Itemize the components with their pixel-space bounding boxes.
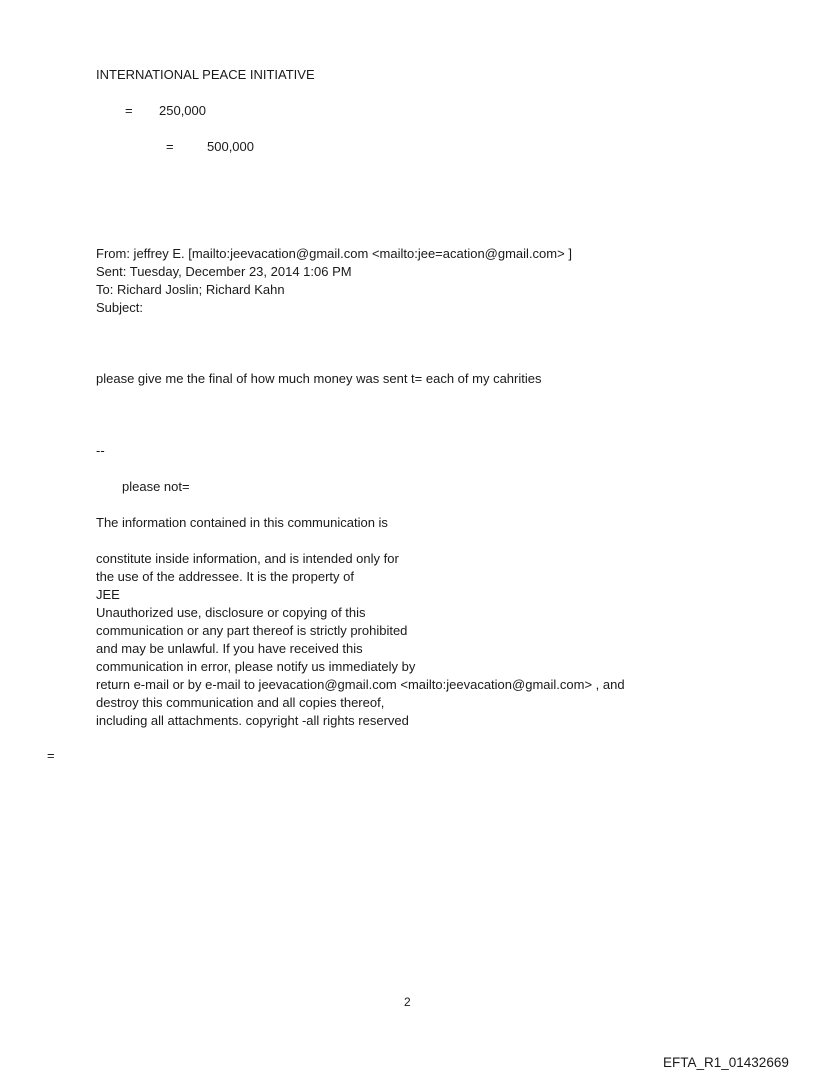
email-subject: Subject: [96,300,143,315]
disclaimer-line: including all attachments. copyright -all rights reserved [96,713,409,728]
email-body: please give me the final of how much money was sent t= each of my cahrities [96,371,542,386]
document-heading: INTERNATIONAL PEACE INITIATIVE [96,67,315,82]
amount-value: 250,000 [159,103,206,118]
notice-title: please not= [122,479,190,494]
disclaimer-line: communication or any part thereof is strictly prohibited [96,623,408,638]
disclaimer-line: JEE [96,587,120,602]
signature-separator: -- [96,443,105,458]
disclaimer-line: and may be unlawful. If you have received this [96,641,363,656]
amount-value: 500,000 [207,139,254,154]
amount-symbol: = [125,103,133,118]
disclaimer-line: destroy this communication and all copies thereof, [96,695,385,710]
disclaimer-line: return e-mail or by e-mail to jeevacation@gmail.com <mailto:jeevacation@gmail.com> , and [96,677,625,692]
trailing-symbol: = [47,748,55,763]
disclaimer-line: constitute inside information, and is intended only for [96,551,399,566]
notice-first-line: The information contained in this communication is [96,515,388,530]
email-to: To: Richard Joslin; Richard Kahn [96,282,285,297]
email-from: From: jeffrey E. [mailto:jeevacation@gmail.com <mailto:jee=acation@gmail.com> ] [96,246,572,261]
disclaimer-line: communication in error, please notify us immediately by [96,659,416,674]
document-id: EFTA_R1_01432669 [663,1055,789,1070]
disclaimer-line: the use of the addressee. It is the property of [96,569,354,584]
amount-symbol: = [166,139,174,154]
page-number: 2 [404,995,411,1009]
email-sent: Sent: Tuesday, December 23, 2014 1:06 PM [96,264,352,279]
disclaimer-line: Unauthorized use, disclosure or copying of this [96,605,366,620]
